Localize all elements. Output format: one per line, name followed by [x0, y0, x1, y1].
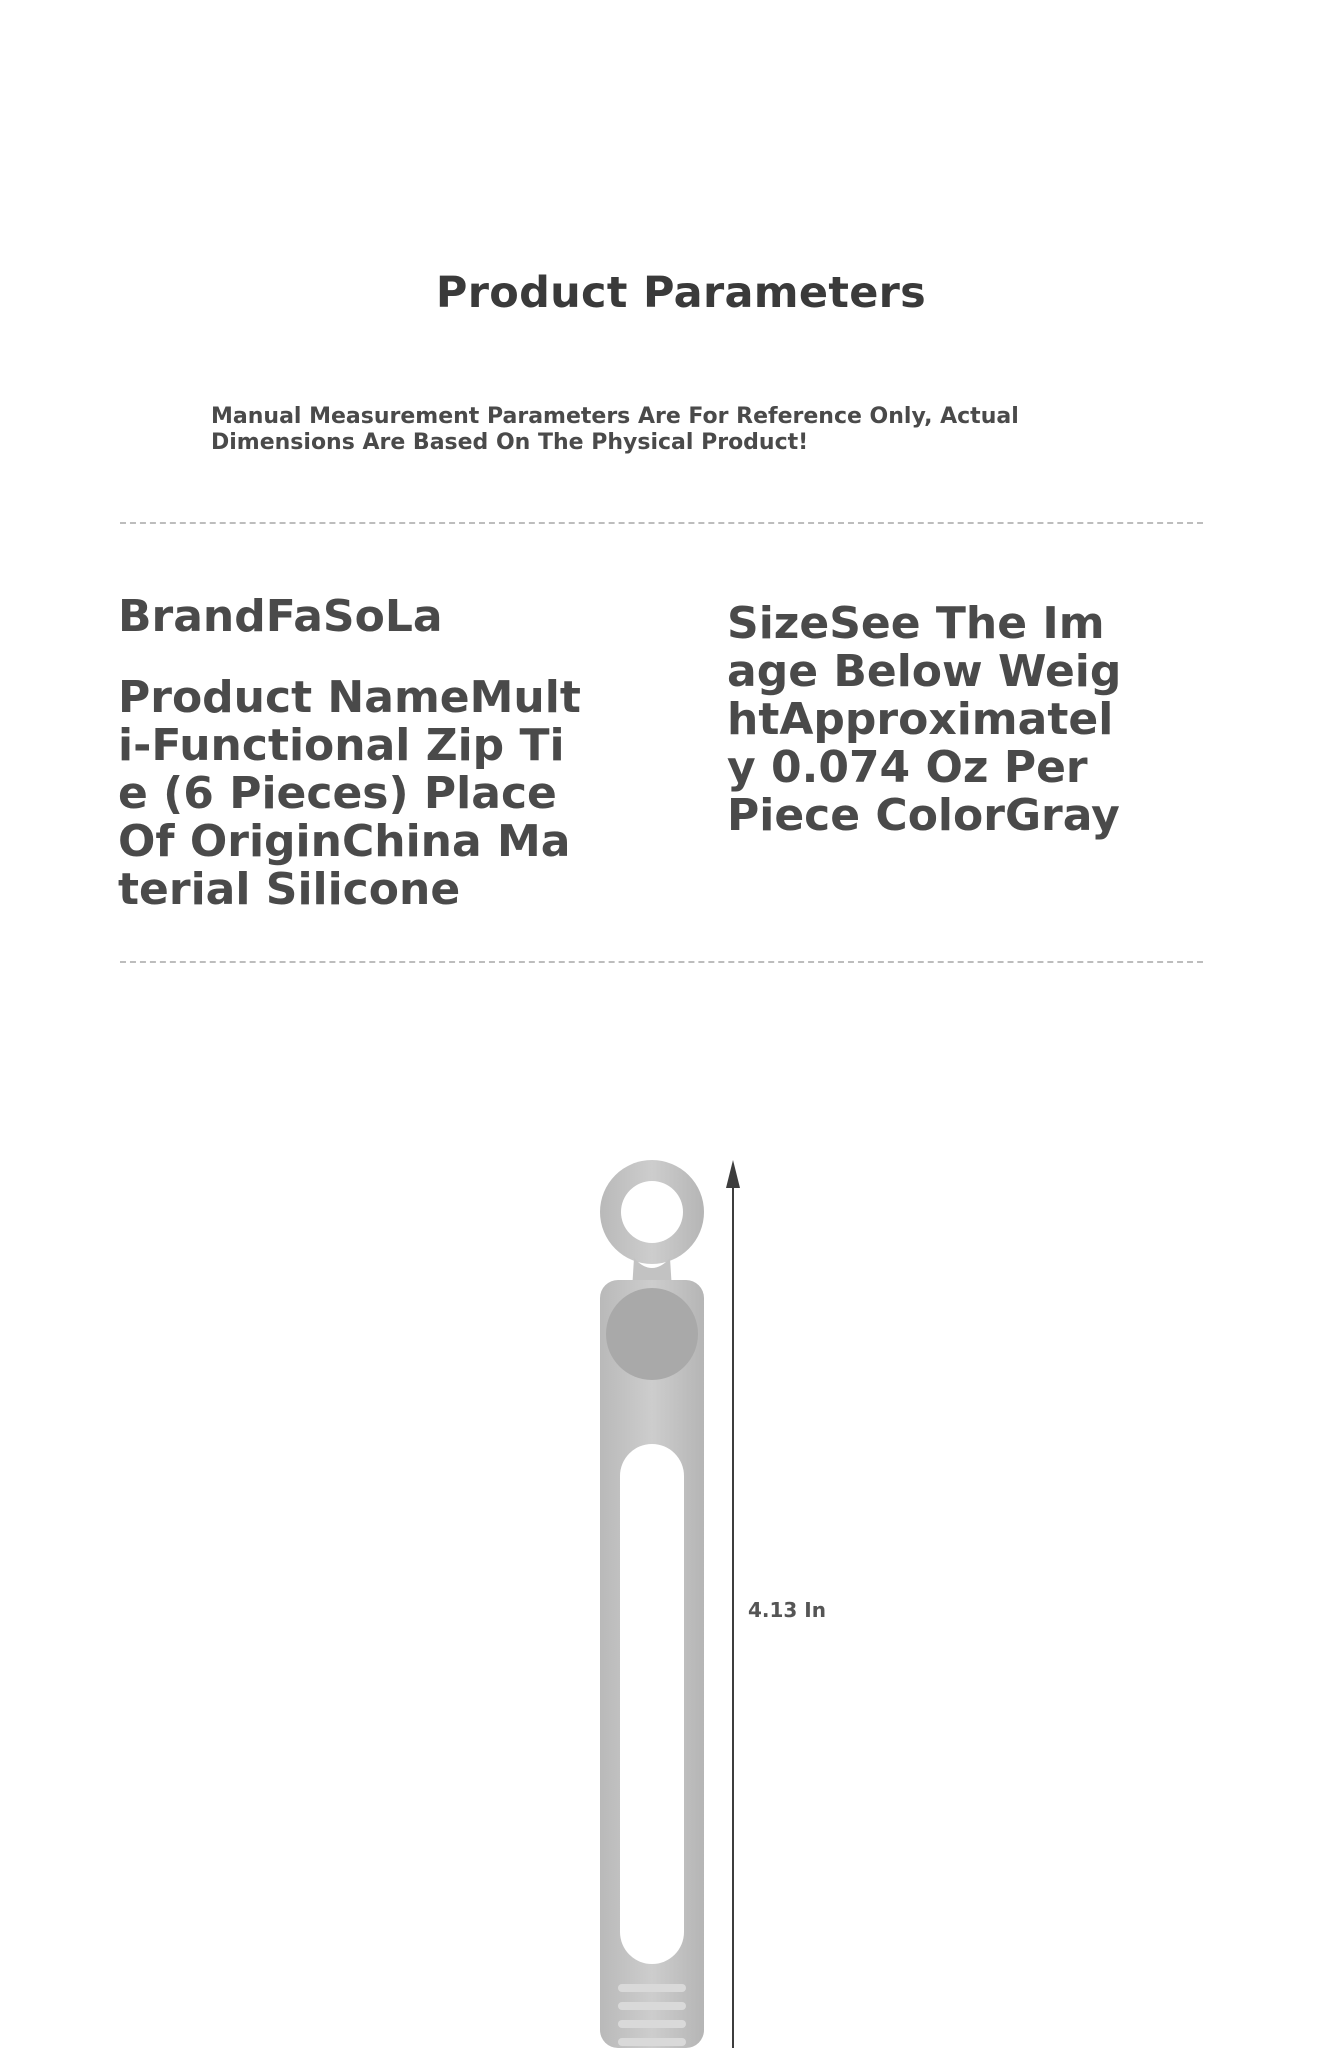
zip-tie-shape: [600, 1160, 704, 2048]
measurement-notice: Manual Measurement Parameters Are For Reference Only, Actual Dimensions Are Based On The Physical Product!: [211, 404, 1019, 455]
dimension-label: 4.13 In: [748, 1598, 826, 1622]
dimension-arrow: [726, 1160, 740, 2048]
page-title: Product Parameters: [435, 268, 927, 318]
size-weight-color-text: SizeSee The Image Below WeightApproximately 0.074 Oz Per Piece ColorGray: [727, 598, 1122, 841]
divider-top: [120, 522, 1203, 524]
params-left-column: [118, 590, 588, 914]
product-details-text: Product NameMulti-Functional Zip Tie (6 Pieces) Place Of OriginChina Material Silicone: [118, 672, 581, 915]
params-right-column: [727, 600, 1127, 840]
divider-bottom: [120, 961, 1203, 963]
brand-text: BrandFaSoLa: [118, 591, 443, 642]
